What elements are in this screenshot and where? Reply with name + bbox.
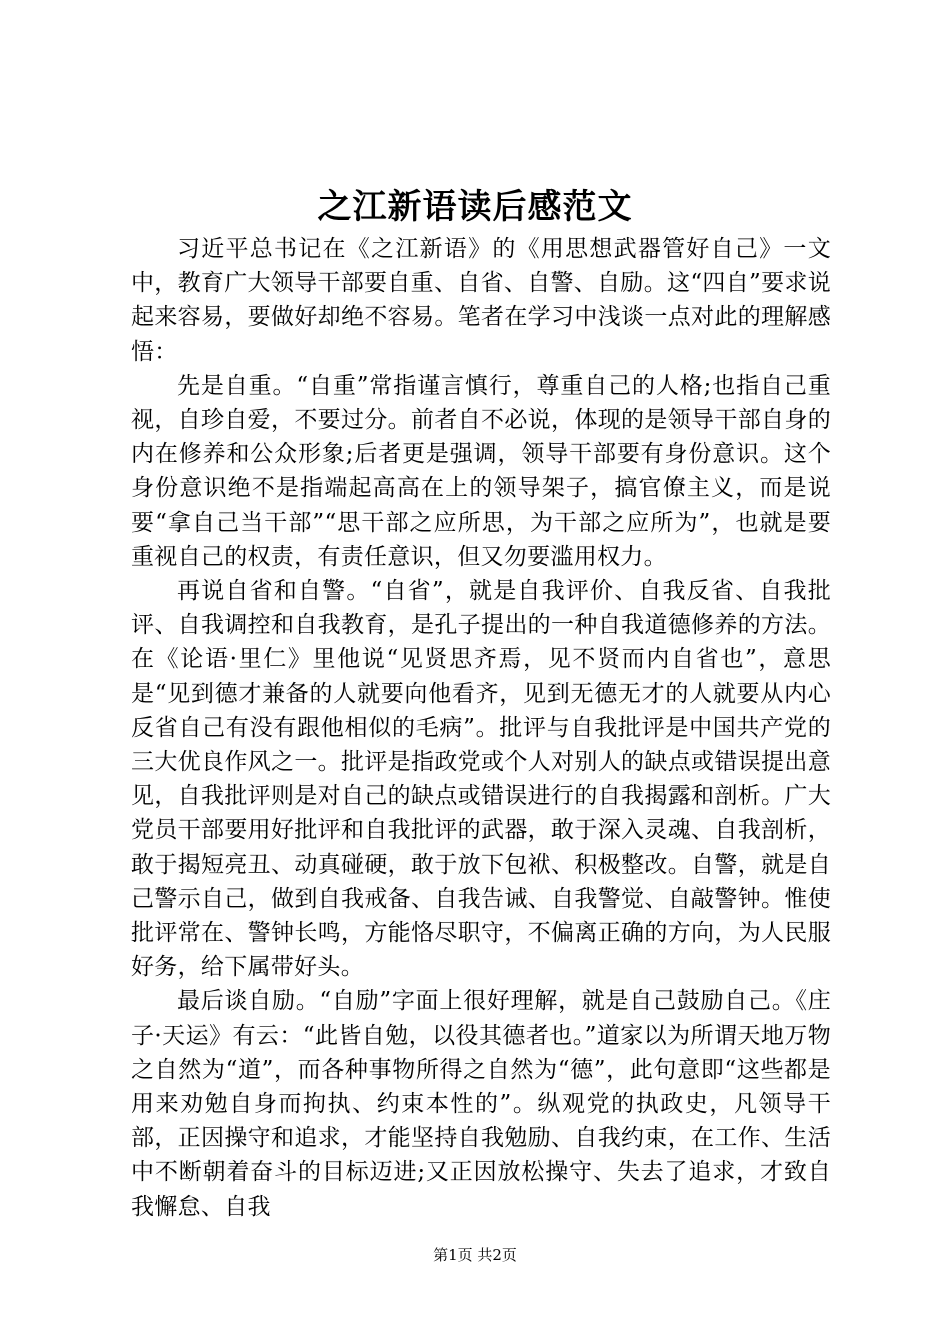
paragraph-intro: 习近平总书记在《之江新语》的《用思想武器管好自己》一文中，教育广大领导干部要自重、自省、自警、自励。这“四自”要求说起来容易，要做好却绝不容易。笔者在学习中浅谈一点对此的理解感悟： [131,236,831,365]
paragraph-self-encouragement: 最后谈自励。“自励”字面上很好理解，就是自己鼓励自己。《庄子·天运》有云：“此皆自勉，以役其德者也。”道家以为所谓天地万物之自然为“道”，而各种事物所得之自然为“德”，此句意即“这些都是用来劝勉自身而拘执、约束本性的”。纵观党的执政史，凡领导干部，正因操守和追求，才能坚持自我勉励、自我约束，在工作、生活中不断朝着奋斗的目标迈进;又正因放松操守、失去了追求，才致自我懈怠、自我 [131,988,831,1220]
document-body [131,232,831,1224]
paragraph-self-reflection: 再说自省和自警。“自省”，就是自我评价、自我反省、自我批评、自我调控和自我教育，是孔子提出的一种自我道德修养的方法。在《论语·里仁》里他说“见贤思齐焉，见不贤而内自省也”，意思是“见到德才兼备的人就要向他看齐，见到无德无才的人就要从内心反省自己有没有跟他相似的毛病”。批评与自我批评是中国共产党的三大优良作风之一。批评是指政党或个人对别人的缺点或错误提出意见，自我批评则是对自己的缺点或错误进行的自我揭露和剖析。广大党员干部要用好批评和自我批评的武器，敢于深入灵魂、自我剖析，敢于揭短亮丑、动真碰硬，敢于放下包袱、积极整改。自警，就是自己警示自己，做到自我戒备、自我告诫、自我警觉、自敲警钟。惟使批评常在、警钟长鸣，方能恪尽职守，不偏离正确的方向，为人民服好务，给下属带好头。 [131,578,831,981]
paragraph-self-respect: 先是自重。“自重”常指谨言慎行，尊重自己的人格;也指自己重视，自珍自爱，不要过分。前者自不必说，体现的是领导干部自身的内在修养和公众形象;后者更是强调，领导干部要有身份意识。这个身份意识绝不是指端起高高在上的领导架子，搞官僚主义，而是说要“拿自己当干部”“思干部之应所思，为干部之应所为”，也就是要重视自己的权责，有责任意识，但又勿要滥用权力。 [131,372,831,570]
page-number-footer: 第1页 共2页 [433,1246,517,1264]
document-title: 之江新语读后感范文 [317,187,633,227]
